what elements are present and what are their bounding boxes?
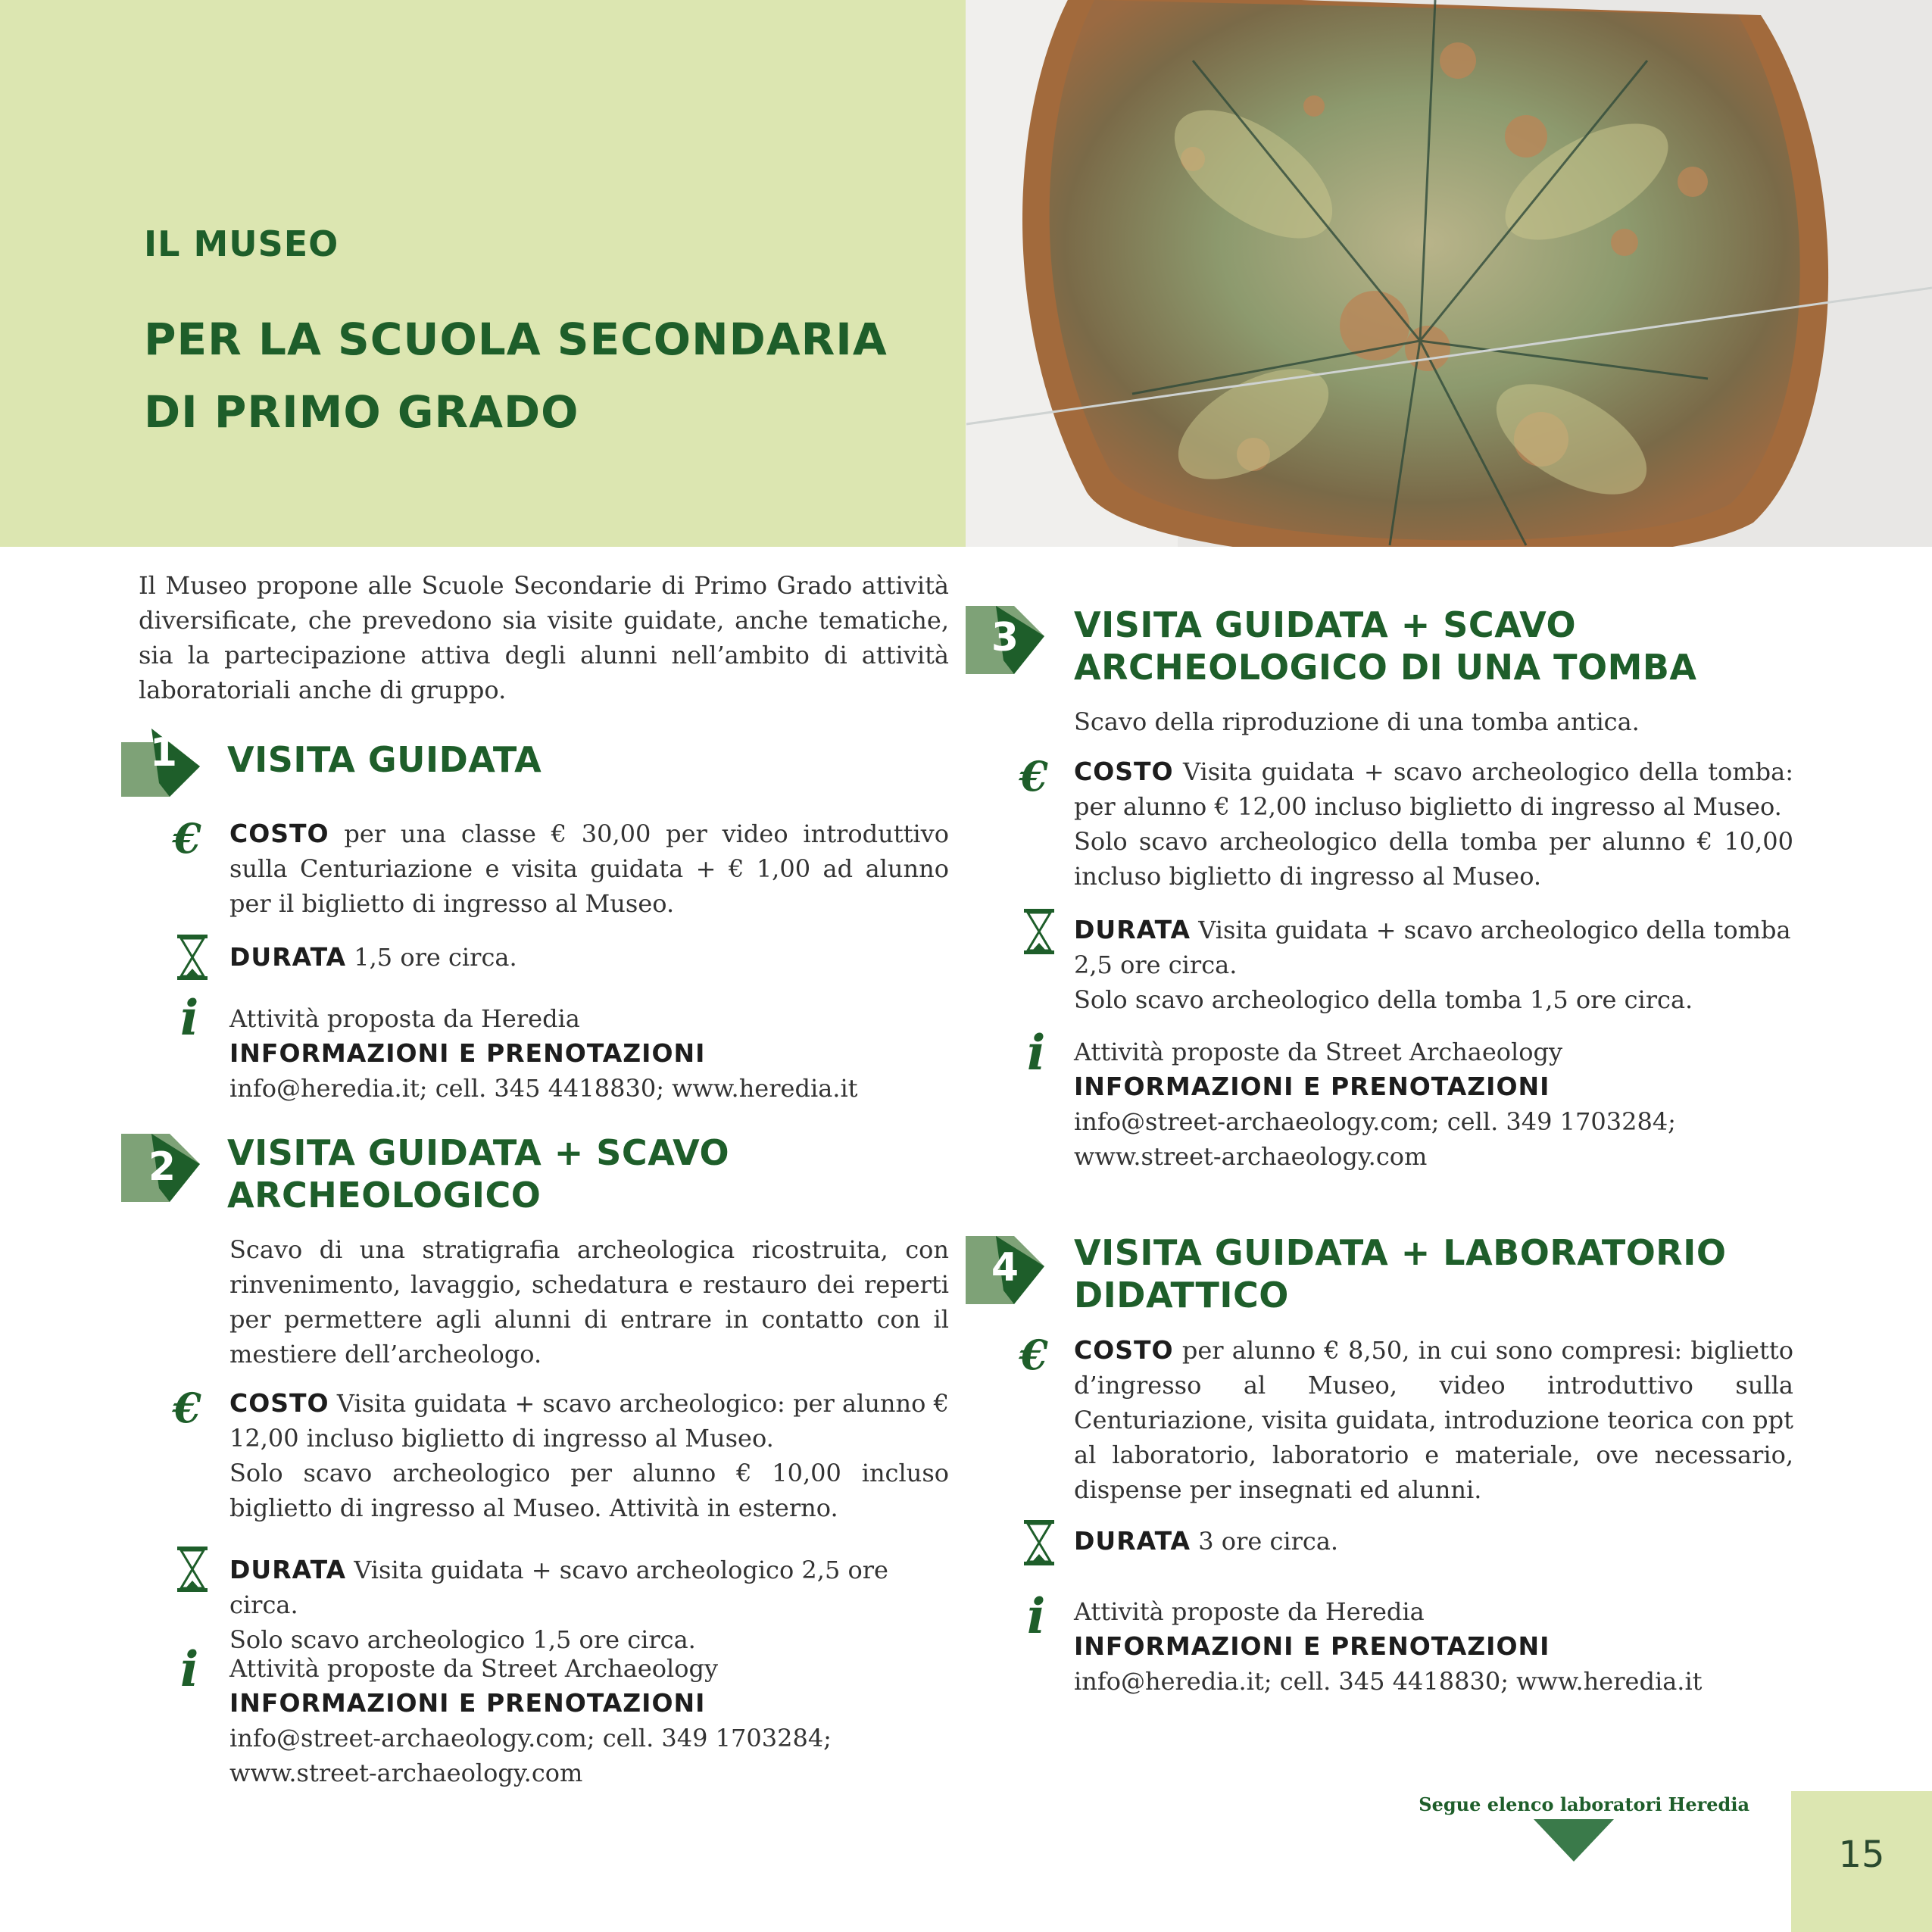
- hourglass-icon: [1022, 1518, 1065, 1572]
- duration-label: DURATA: [229, 942, 347, 972]
- cost-value: Visita guidata + scavo archeologico della tomba: per alunno € 12,00 incluso biglietto di ingresso al Museo.: [1074, 757, 1794, 821]
- info-block: [229, 1651, 949, 1790]
- duration-value: Visita guidata + scavo archeologico 2,5 ore circa.: [229, 1556, 888, 1619]
- euro-icon: [1018, 1333, 1060, 1386]
- section-number-badge: [121, 1134, 200, 1202]
- hourglass-icon: [1022, 907, 1065, 960]
- duration-value: Visita guidata + scavo archeologico della tomba 2,5 ore circa.: [1074, 916, 1791, 979]
- duration-label: DURATA: [1074, 1526, 1191, 1556]
- duration-text: [229, 940, 949, 975]
- provider-text: Attività proposta da Heredia: [229, 1004, 580, 1033]
- description-text: Scavo di una stratigrafia archeologica ricostruita, con rinvenimento, lavaggio, schedatura e restauro dei reperti per permettere agli alunni di entrare in contatto con il mestiere dell’archeologo.: [229, 1235, 949, 1369]
- chevron-down-icon: [1534, 1819, 1614, 1865]
- section-number-badge: [121, 729, 200, 797]
- cost-label: COSTO: [1074, 757, 1174, 786]
- info-label: INFORMAZIONI E PRENOTAZIONI: [1074, 1631, 1550, 1661]
- provider-text: Attività proposte da Heredia: [1074, 1597, 1425, 1626]
- hourglass-icon: [176, 933, 218, 986]
- header-panel: [0, 0, 966, 547]
- svg-text:i: i: [180, 992, 199, 1041]
- contacts-text: info@street-archaeology.com; cell. 349 1703284; www.street-archaeology.com: [229, 1724, 832, 1787]
- cost-value: per alunno € 8,50, in cui sono compresi: biglietto d’ingresso al Museo, video introduttivo sulla Centuriazione, visita guidata, introduzione teorica con ppt al laboratorio, laboratorio e materiale, ove necessario, dispense per insegnati ed alunni.: [1074, 1336, 1794, 1504]
- euro-icon: [171, 816, 214, 869]
- svg-text:€: €: [1019, 1333, 1048, 1375]
- duration-extra: Solo scavo archeologico 1,5 ore circa.: [229, 1625, 696, 1654]
- contacts-text: info@heredia.it; cell. 345 4418830; www.heredia.it: [229, 1074, 858, 1103]
- page-title: PER LA SCUOLA SECONDARIA DI PRIMO GRADO: [144, 314, 888, 438]
- section-title: VISITA GUIDATA + SCAVO ARCHEOLOGICO DI UNA TOMBA: [1074, 604, 1697, 688]
- section-number: 3: [991, 615, 1019, 660]
- provider-text: Attività proposte da Street Archaeology: [229, 1654, 719, 1683]
- duration-text: [1074, 1524, 1793, 1559]
- duration-text: [229, 1553, 949, 1657]
- info-label: INFORMAZIONI E PRENOTAZIONI: [1074, 1072, 1550, 1101]
- footer-note: Segue elenco laboratori Heredia: [1419, 1793, 1749, 1815]
- svg-text:i: i: [180, 1643, 199, 1692]
- info-label: INFORMAZIONI E PRENOTAZIONI: [229, 1038, 706, 1068]
- cost-text: [1074, 754, 1793, 894]
- cost-text: [229, 816, 949, 921]
- section-number: 4: [991, 1245, 1019, 1291]
- duration-label: DURATA: [1074, 915, 1191, 944]
- cost-value: per una classe € 30,00 per video introduttivo sulla Centuriazione e visita guidata + € 1,00 ad alunno per il biglietto di ingresso al Museo.: [229, 819, 950, 918]
- section-kicker: IL MUSEO: [144, 223, 339, 264]
- duration-value: 1,5 ore circa.: [354, 943, 517, 972]
- artifact-photo: [966, 0, 1932, 547]
- info-block: [1074, 1035, 1793, 1174]
- svg-text:€: €: [173, 1386, 201, 1428]
- svg-text:i: i: [1027, 1590, 1046, 1639]
- section-number-badge: [966, 606, 1044, 674]
- page-number: 15: [1838, 1834, 1885, 1876]
- description-text: Scavo della riproduzione di una tomba antica.: [1074, 707, 1640, 736]
- euro-icon: [171, 1386, 214, 1439]
- svg-text:i: i: [1027, 1027, 1046, 1075]
- info-icon: [1024, 1027, 1066, 1080]
- provider-text: Attività proposte da Street Archaeology: [1074, 1038, 1563, 1066]
- section-title: VISITA GUIDATA + LABORATORIO DIDATTICO: [1074, 1232, 1727, 1316]
- contacts-text: info@heredia.it; cell. 345 4418830; www.heredia.it: [1074, 1667, 1703, 1696]
- section-title: VISITA GUIDATA: [227, 739, 542, 780]
- info-icon: [177, 992, 220, 1045]
- section-title: VISITA GUIDATA + SCAVO ARCHEOLOGICO: [227, 1132, 730, 1216]
- info-icon: [1024, 1590, 1066, 1643]
- duration-text: [1074, 913, 1793, 1017]
- info-block: [229, 1001, 949, 1106]
- cost-extra: Solo scavo archeologico per alunno € 10,00 incluso biglietto di ingresso al Museo. Attività in esterno.: [229, 1459, 949, 1522]
- section-number: 1: [149, 730, 178, 776]
- hourglass-icon: [176, 1545, 218, 1598]
- intro-text: Il Museo propone alle Scuole Secondarie di Primo Grado attività diversificate, che prevedono sia visite guidate, anche tematiche, sia la partecipazione attiva degli alunni nell’ambito di attività laboratoriali anche di gruppo.: [139, 571, 949, 704]
- duration-label: DURATA: [229, 1555, 347, 1584]
- duration-extra: Solo scavo archeologico della tomba 1,5 ore circa.: [1074, 985, 1693, 1014]
- svg-text:€: €: [173, 816, 201, 859]
- euro-icon: [1018, 754, 1060, 807]
- duration-value: 3 ore circa.: [1198, 1527, 1339, 1556]
- svg-text:€: €: [1019, 754, 1048, 797]
- cost-extra: Solo scavo archeologico della tomba per alunno € 10,00 incluso biglietto di ingresso al Museo.: [1074, 827, 1793, 891]
- cost-text: [1074, 1333, 1793, 1507]
- page-number-box: [1791, 1791, 1932, 1932]
- section-number-badge: [966, 1236, 1044, 1304]
- info-icon: [177, 1643, 220, 1696]
- info-block: [1074, 1594, 1793, 1699]
- cost-label: COSTO: [229, 819, 329, 848]
- cost-label: COSTO: [229, 1388, 329, 1418]
- cost-text: [229, 1386, 949, 1525]
- contacts-text: info@street-archaeology.com; cell. 349 1703284; www.street-archaeology.com: [1074, 1107, 1676, 1171]
- cost-label: COSTO: [1074, 1335, 1174, 1365]
- section-number: 2: [148, 1144, 176, 1190]
- info-label: INFORMAZIONI E PRENOTAZIONI: [229, 1688, 706, 1718]
- cost-value: Visita guidata + scavo archeologico: per alunno € 12,00 incluso biglietto di ingresso al Museo.: [229, 1389, 950, 1453]
